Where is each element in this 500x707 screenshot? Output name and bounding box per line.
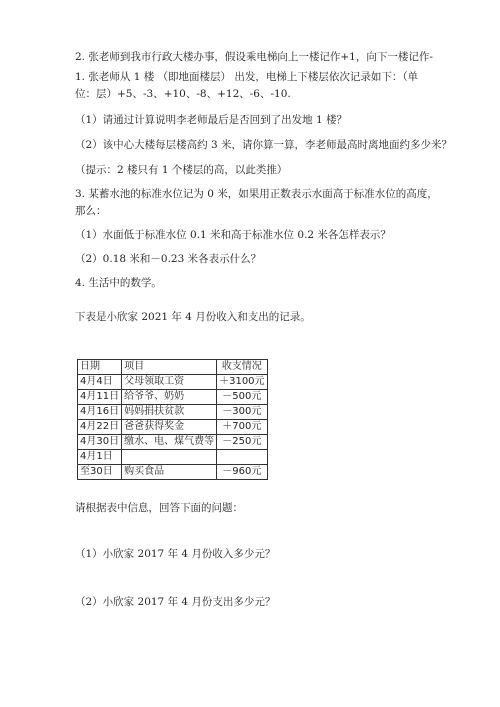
table-cell-date: 至30日 (78, 465, 122, 480)
table-cell-amount: ＋3100元 (217, 375, 267, 390)
q3-line2: 那么： (75, 205, 107, 217)
table-cell-item: 购买食品 (122, 465, 217, 480)
table-cell-amount: －250元 (217, 435, 267, 450)
q4-prompt: 请根据表中信息，回答下面的问题： (75, 502, 243, 514)
table-row (78, 450, 268, 465)
table-cell-amount: －500元 (217, 390, 267, 405)
table-row (78, 435, 268, 450)
q2-line3: 位：层）+5、-3、+10、-8、+12、-6、-10. (75, 88, 291, 100)
table-header-row (78, 360, 268, 375)
income-expense-table (77, 359, 268, 480)
q3-line1: 3. 某蓄水池的标准水位记为 0 米，如果用正数表示水面高于标准水位的高度， (75, 188, 438, 200)
table-row (78, 375, 268, 390)
table-cell-date: 4月22日 (78, 420, 122, 435)
table-header-cell: 收支情况 (217, 360, 267, 375)
q4-sub2: （2）小欣家 2017 年 4 月份支出多少元？ (75, 596, 276, 608)
q2-sub1: （1）请通过计算说明李老师最后是否回到了出发地 1 楼？ (75, 114, 348, 126)
table-cell-amount: －960元 (217, 465, 267, 480)
q4-title: 4. 生活中的数学。 (75, 277, 162, 289)
table-cell-item: 父母领取工资 (122, 375, 217, 390)
table-cell-date: 4月16日 (78, 405, 122, 420)
q2-line2: 1. 张老师从 1 楼 （即地面楼层） 出发，电梯上下楼层依次记录如下：（单 (75, 71, 419, 83)
table-cell-date: 4月4日 (78, 375, 122, 390)
q2-line1: 2. 张老师到我市行政大楼办事，假设乘电梯向上一楼记作+1，向下一楼记作- (75, 51, 433, 63)
table-row (78, 420, 268, 435)
table-cell-date: 4月11日 (78, 390, 122, 405)
table-cell-item: 缴水、电、煤气费等 (122, 435, 217, 450)
q4-intro: 下表是小欣家 2021 年 4 月份收入和支出的记录。 (75, 311, 311, 323)
q4-sub1: （1）小欣家 2017 年 4 月份收入多少元？ (75, 548, 276, 560)
table-cell-item: 给爷爷、奶奶 (122, 390, 217, 405)
table-header-cell: 项目 (122, 360, 217, 375)
table-cell-item: 妈妈捐扶贫款 (122, 405, 217, 420)
table-row (78, 390, 268, 405)
q2-sub2: （2）该中心大楼每层楼高约 3 米，请你算一算，李老师最高时离地面约多少米？ (75, 139, 453, 151)
table-cell-amount: －300元 (217, 405, 267, 420)
table-cell-item (122, 450, 217, 465)
table-cell-item: 爸爸获得奖金 (122, 420, 217, 435)
table-cell-amount: ＋700元 (217, 420, 267, 435)
table-header-cell: 日期 (78, 360, 122, 375)
table-row (78, 465, 268, 480)
table-cell-date: 4月30日 (78, 435, 122, 450)
table-row (78, 405, 268, 420)
q2-hint: （提示：2 楼只有 1 个楼层的高，以此类推） (75, 164, 288, 176)
q3-sub1: （1）水面低于标准水位 0.1 米和高于标准水位 0.2 米各怎样表示？ (75, 229, 391, 241)
q3-sub2: （2）0.18 米和－0.23 米各表示什么？ (75, 253, 262, 265)
table-cell-amount (217, 450, 267, 465)
table-cell-date: 4月1日 (78, 450, 122, 465)
